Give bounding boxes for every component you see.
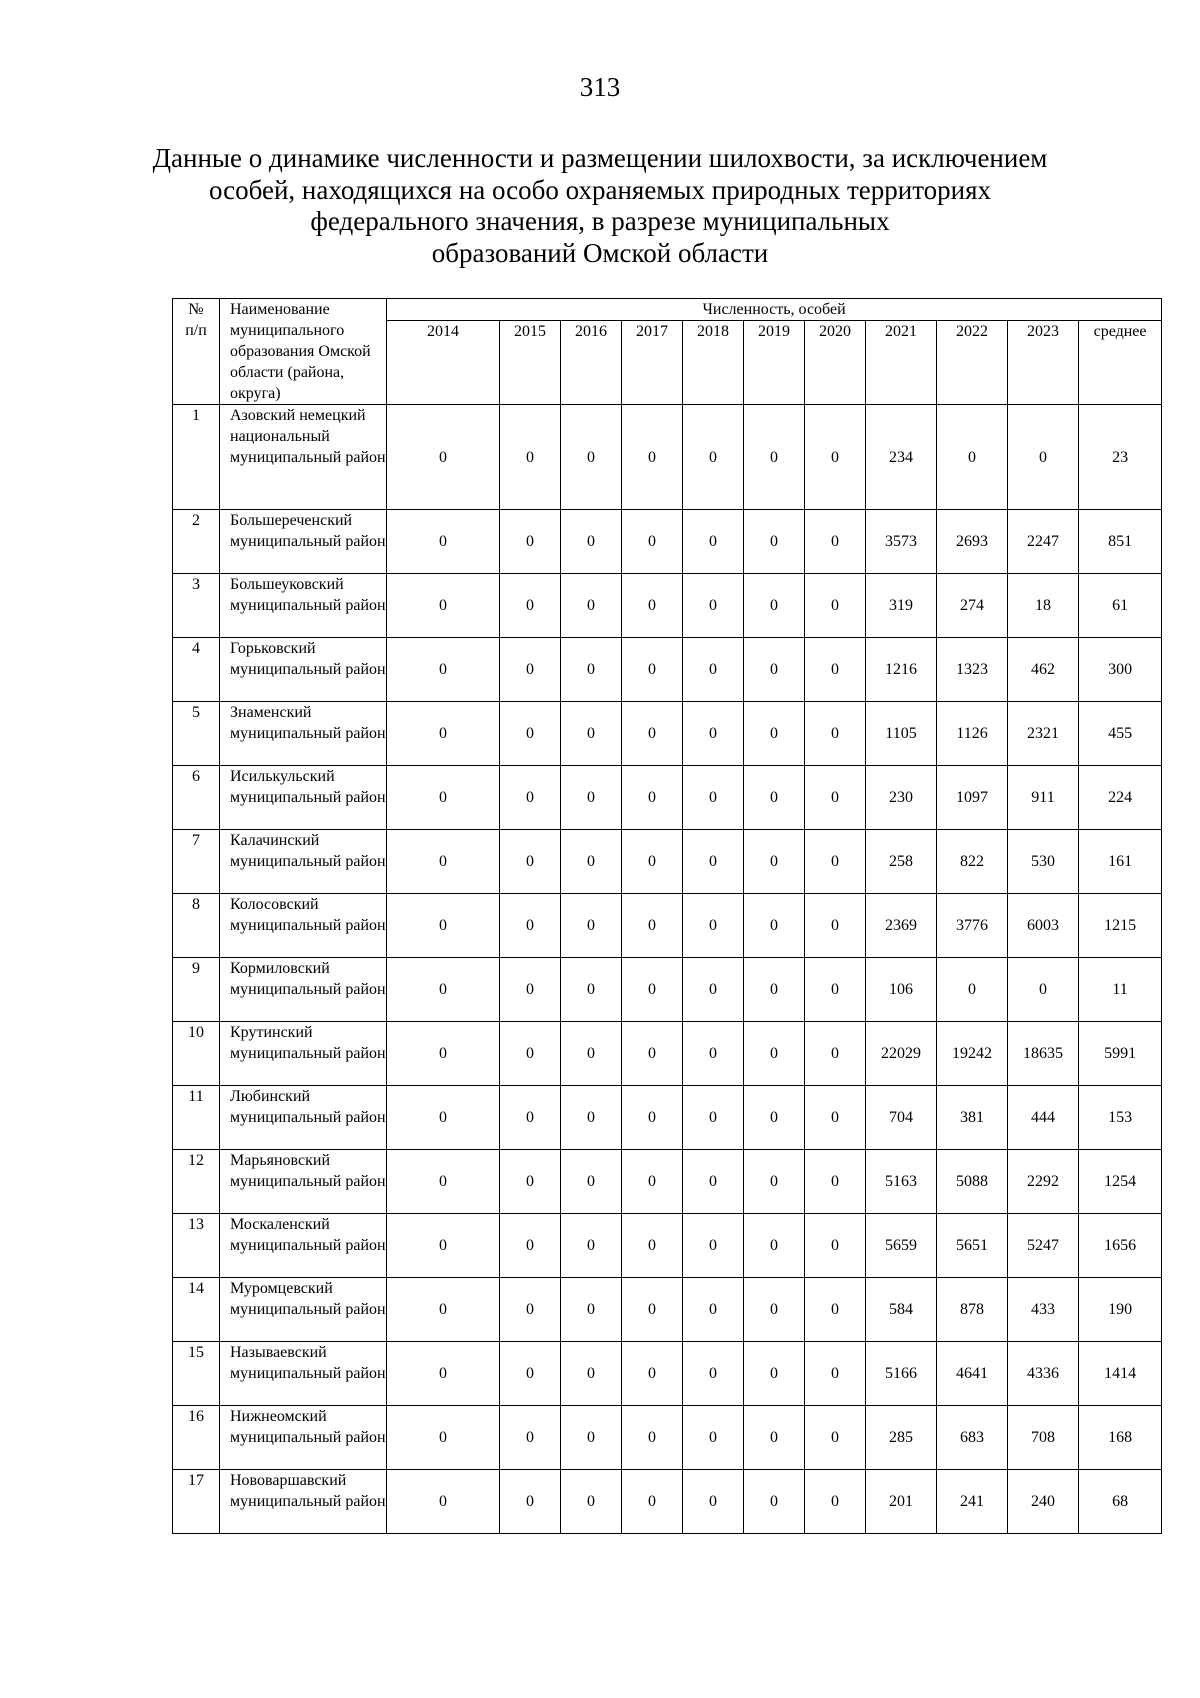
year-value-cell: 0 bbox=[683, 1022, 744, 1086]
municipality-name: Большеуковский муниципальный район bbox=[220, 574, 387, 638]
year-value-cell: 0 bbox=[622, 510, 683, 574]
document-title bbox=[100, 143, 1100, 269]
year-value-cell: 0 bbox=[500, 1470, 561, 1534]
average-cell: 61 bbox=[1079, 574, 1162, 638]
year-value-cell: 0 bbox=[683, 574, 744, 638]
year-value-cell: 0 bbox=[387, 1406, 500, 1470]
year-value-cell: 0 bbox=[805, 405, 866, 510]
table-row bbox=[173, 1214, 1162, 1278]
year-value-cell: 0 bbox=[500, 830, 561, 894]
table-body bbox=[173, 405, 1162, 1534]
year-value-cell: 319 bbox=[866, 574, 937, 638]
year-value-cell: 0 bbox=[622, 405, 683, 510]
year-value-cell: 0 bbox=[683, 1342, 744, 1406]
average-cell: 11 bbox=[1079, 958, 1162, 1022]
title-line: образований Омской области bbox=[431, 237, 769, 268]
row-number: 15 bbox=[173, 1342, 220, 1406]
table-row bbox=[173, 958, 1162, 1022]
population-table bbox=[172, 298, 1162, 1534]
year-value-cell: 444 bbox=[1008, 1086, 1079, 1150]
average-cell: 161 bbox=[1079, 830, 1162, 894]
year-value-cell: 0 bbox=[500, 958, 561, 1022]
year-value-cell: 530 bbox=[1008, 830, 1079, 894]
year-value-cell: 0 bbox=[561, 1470, 622, 1534]
municipality-name: Колосовский муниципальный район bbox=[220, 894, 387, 958]
year-value-cell: 0 bbox=[744, 702, 805, 766]
year-value-cell: 0 bbox=[561, 702, 622, 766]
average-cell: 455 bbox=[1079, 702, 1162, 766]
municipality-name: Муромцевский муниципальный район bbox=[220, 1278, 387, 1342]
year-value-cell: 0 bbox=[744, 1470, 805, 1534]
year-value-cell: 0 bbox=[805, 1278, 866, 1342]
table-row bbox=[173, 1342, 1162, 1406]
table-row bbox=[173, 638, 1162, 702]
year-value-cell: 0 bbox=[561, 1022, 622, 1086]
table-row bbox=[173, 766, 1162, 830]
year-value-cell: 708 bbox=[1008, 1406, 1079, 1470]
header-number-sign: № bbox=[188, 301, 204, 318]
table-row bbox=[173, 1150, 1162, 1214]
year-value-cell: 822 bbox=[937, 830, 1008, 894]
year-value-cell: 0 bbox=[387, 958, 500, 1022]
row-number: 3 bbox=[173, 574, 220, 638]
title-line: Данные о динамике численности и размещении шилохвости, за исключением bbox=[152, 143, 1048, 173]
average-cell: 300 bbox=[1079, 638, 1162, 702]
year-value-cell: 0 bbox=[744, 830, 805, 894]
year-value-cell: 0 bbox=[387, 1022, 500, 1086]
row-number: 16 bbox=[173, 1406, 220, 1470]
year-value-cell: 0 bbox=[500, 638, 561, 702]
year-value-cell: 0 bbox=[683, 638, 744, 702]
header-population-group: Численность, особей bbox=[387, 299, 1162, 321]
year-value-cell: 0 bbox=[937, 405, 1008, 510]
year-value-cell: 0 bbox=[683, 1278, 744, 1342]
title-line: федерального значения, в разрезе муниципальных bbox=[310, 206, 890, 236]
year-value-cell: 0 bbox=[744, 766, 805, 830]
table-row bbox=[173, 510, 1162, 574]
year-value-cell: 0 bbox=[500, 1150, 561, 1214]
year-value-cell: 0 bbox=[683, 958, 744, 1022]
year-value-cell: 0 bbox=[387, 574, 500, 638]
year-value-cell: 0 bbox=[387, 510, 500, 574]
municipality-name: Горьковский муниципальный район bbox=[220, 638, 387, 702]
row-number: 5 bbox=[173, 702, 220, 766]
table-row bbox=[173, 894, 1162, 958]
year-value-cell: 1126 bbox=[937, 702, 1008, 766]
year-value-cell: 18635 bbox=[1008, 1022, 1079, 1086]
year-value-cell: 0 bbox=[622, 830, 683, 894]
year-value-cell: 0 bbox=[387, 1278, 500, 1342]
year-value-cell: 0 bbox=[622, 1406, 683, 1470]
year-value-cell: 0 bbox=[387, 1086, 500, 1150]
year-value-cell: 0 bbox=[805, 766, 866, 830]
average-cell: 1656 bbox=[1079, 1214, 1162, 1278]
year-value-cell: 0 bbox=[561, 574, 622, 638]
year-value-cell: 1323 bbox=[937, 638, 1008, 702]
table-row bbox=[173, 1086, 1162, 1150]
header-year: 2017 bbox=[622, 321, 683, 405]
year-value-cell: 0 bbox=[805, 1022, 866, 1086]
year-value-cell: 3573 bbox=[866, 510, 937, 574]
municipality-name: Кормиловский муниципальный район bbox=[220, 958, 387, 1022]
year-value-cell: 0 bbox=[561, 405, 622, 510]
year-value-cell: 0 bbox=[683, 1214, 744, 1278]
header-year: 2014 bbox=[387, 321, 500, 405]
table-row bbox=[173, 405, 1162, 510]
header-year: 2020 bbox=[805, 321, 866, 405]
year-value-cell: 5163 bbox=[866, 1150, 937, 1214]
municipality-name: Любинский муниципальный район bbox=[220, 1086, 387, 1150]
row-number: 7 bbox=[173, 830, 220, 894]
year-value-cell: 240 bbox=[1008, 1470, 1079, 1534]
year-value-cell: 0 bbox=[622, 574, 683, 638]
year-value-cell: 0 bbox=[500, 1086, 561, 1150]
year-value-cell: 1105 bbox=[866, 702, 937, 766]
year-value-cell: 3776 bbox=[937, 894, 1008, 958]
year-value-cell: 0 bbox=[622, 1278, 683, 1342]
year-value-cell: 0 bbox=[622, 702, 683, 766]
year-value-cell: 4336 bbox=[1008, 1342, 1079, 1406]
year-value-cell: 0 bbox=[805, 1214, 866, 1278]
year-value-cell: 0 bbox=[683, 1086, 744, 1150]
year-value-cell: 0 bbox=[561, 766, 622, 830]
year-value-cell: 0 bbox=[387, 1214, 500, 1278]
year-value-cell: 1216 bbox=[866, 638, 937, 702]
year-value-cell: 274 bbox=[937, 574, 1008, 638]
year-value-cell: 0 bbox=[561, 510, 622, 574]
average-cell: 168 bbox=[1079, 1406, 1162, 1470]
year-value-cell: 2369 bbox=[866, 894, 937, 958]
year-value-cell: 433 bbox=[1008, 1278, 1079, 1342]
year-value-cell: 683 bbox=[937, 1406, 1008, 1470]
year-value-cell: 462 bbox=[1008, 638, 1079, 702]
year-value-cell: 0 bbox=[387, 1470, 500, 1534]
year-value-cell: 0 bbox=[805, 894, 866, 958]
year-value-cell: 0 bbox=[805, 1342, 866, 1406]
row-number: 1 bbox=[173, 405, 220, 510]
year-value-cell: 0 bbox=[500, 702, 561, 766]
year-value-cell: 5088 bbox=[937, 1150, 1008, 1214]
year-value-cell: 19242 bbox=[937, 1022, 1008, 1086]
year-value-cell: 0 bbox=[500, 766, 561, 830]
header-number-abbr: п/п bbox=[185, 322, 207, 339]
year-value-cell: 0 bbox=[500, 1278, 561, 1342]
header-average: среднее bbox=[1079, 321, 1162, 405]
year-value-cell: 0 bbox=[683, 830, 744, 894]
year-value-cell: 0 bbox=[561, 1086, 622, 1150]
year-value-cell: 0 bbox=[805, 830, 866, 894]
year-value-cell: 0 bbox=[387, 638, 500, 702]
municipality-name: Называевский муниципальный район bbox=[220, 1342, 387, 1406]
table-row bbox=[173, 1406, 1162, 1470]
year-value-cell: 0 bbox=[683, 1406, 744, 1470]
municipality-name: Азовский немецкий национальный муниципальный район bbox=[220, 405, 387, 510]
year-value-cell: 0 bbox=[622, 1470, 683, 1534]
year-value-cell: 0 bbox=[744, 510, 805, 574]
average-cell: 68 bbox=[1079, 1470, 1162, 1534]
municipality-name: Крутинский муниципальный район bbox=[220, 1022, 387, 1086]
year-value-cell: 0 bbox=[683, 702, 744, 766]
row-number: 6 bbox=[173, 766, 220, 830]
year-value-cell: 258 bbox=[866, 830, 937, 894]
year-value-cell: 0 bbox=[387, 1342, 500, 1406]
year-value-cell: 0 bbox=[561, 1406, 622, 1470]
year-value-cell: 0 bbox=[744, 894, 805, 958]
table-row bbox=[173, 1278, 1162, 1342]
header-year: 2019 bbox=[744, 321, 805, 405]
year-value-cell: 230 bbox=[866, 766, 937, 830]
row-number: 12 bbox=[173, 1150, 220, 1214]
average-cell: 153 bbox=[1079, 1086, 1162, 1150]
year-value-cell: 0 bbox=[561, 1150, 622, 1214]
row-number: 8 bbox=[173, 894, 220, 958]
row-number: 11 bbox=[173, 1086, 220, 1150]
average-cell: 224 bbox=[1079, 766, 1162, 830]
row-number: 14 bbox=[173, 1278, 220, 1342]
year-value-cell: 0 bbox=[744, 1278, 805, 1342]
year-value-cell: 0 bbox=[805, 638, 866, 702]
municipality-name: Нововаршавский муниципальный район bbox=[220, 1470, 387, 1534]
year-value-cell: 911 bbox=[1008, 766, 1079, 830]
year-value-cell: 584 bbox=[866, 1278, 937, 1342]
year-value-cell: 0 bbox=[622, 958, 683, 1022]
year-value-cell: 0 bbox=[387, 702, 500, 766]
year-value-cell: 0 bbox=[622, 638, 683, 702]
year-value-cell: 0 bbox=[387, 405, 500, 510]
year-value-cell: 0 bbox=[387, 894, 500, 958]
year-value-cell: 704 bbox=[866, 1086, 937, 1150]
year-value-cell: 2693 bbox=[937, 510, 1008, 574]
year-value-cell: 381 bbox=[937, 1086, 1008, 1150]
year-value-cell: 0 bbox=[683, 510, 744, 574]
year-value-cell: 0 bbox=[622, 1086, 683, 1150]
year-value-cell: 0 bbox=[805, 574, 866, 638]
average-cell: 190 bbox=[1079, 1278, 1162, 1342]
year-value-cell: 106 bbox=[866, 958, 937, 1022]
year-value-cell: 0 bbox=[937, 958, 1008, 1022]
average-cell: 1414 bbox=[1079, 1342, 1162, 1406]
table-row bbox=[173, 1470, 1162, 1534]
municipality-name: Исилькульский муниципальный район bbox=[220, 766, 387, 830]
header-year: 2018 bbox=[683, 321, 744, 405]
row-number: 9 bbox=[173, 958, 220, 1022]
year-value-cell: 0 bbox=[500, 510, 561, 574]
year-value-cell: 0 bbox=[561, 638, 622, 702]
row-number: 17 bbox=[173, 1470, 220, 1534]
year-value-cell: 878 bbox=[937, 1278, 1008, 1342]
year-value-cell: 0 bbox=[622, 1342, 683, 1406]
table-row bbox=[173, 574, 1162, 638]
municipality-name: Знаменский муниципальный район bbox=[220, 702, 387, 766]
year-value-cell: 285 bbox=[866, 1406, 937, 1470]
year-value-cell: 0 bbox=[561, 1342, 622, 1406]
header-year: 2021 bbox=[866, 321, 937, 405]
header-municipality-name: Наименование муниципального образования Омской области (района, округа) bbox=[220, 299, 387, 405]
year-value-cell: 18 bbox=[1008, 574, 1079, 638]
year-value-cell: 2247 bbox=[1008, 510, 1079, 574]
year-value-cell: 0 bbox=[622, 1150, 683, 1214]
table-row bbox=[173, 1022, 1162, 1086]
year-value-cell: 234 bbox=[866, 405, 937, 510]
year-value-cell: 0 bbox=[500, 574, 561, 638]
year-value-cell: 0 bbox=[622, 1214, 683, 1278]
municipality-name: Нижнеомский муниципальный район bbox=[220, 1406, 387, 1470]
municipality-name: Москаленский муниципальный район bbox=[220, 1214, 387, 1278]
year-value-cell: 0 bbox=[744, 1022, 805, 1086]
average-cell: 851 bbox=[1079, 510, 1162, 574]
header-row-number bbox=[173, 299, 220, 405]
year-value-cell: 2321 bbox=[1008, 702, 1079, 766]
year-value-cell: 0 bbox=[622, 1022, 683, 1086]
year-value-cell: 0 bbox=[683, 766, 744, 830]
page-number: 313 bbox=[579, 72, 621, 102]
average-cell: 23 bbox=[1079, 405, 1162, 510]
year-value-cell: 0 bbox=[500, 1022, 561, 1086]
row-number: 4 bbox=[173, 638, 220, 702]
row-number: 10 bbox=[173, 1022, 220, 1086]
year-value-cell: 0 bbox=[561, 830, 622, 894]
year-value-cell: 1097 bbox=[937, 766, 1008, 830]
year-value-cell: 0 bbox=[387, 766, 500, 830]
year-value-cell: 0 bbox=[744, 1150, 805, 1214]
year-value-cell: 0 bbox=[805, 702, 866, 766]
year-value-cell: 0 bbox=[622, 766, 683, 830]
year-value-cell: 0 bbox=[500, 1406, 561, 1470]
year-value-cell: 0 bbox=[805, 1150, 866, 1214]
year-value-cell: 2292 bbox=[1008, 1150, 1079, 1214]
year-value-cell: 0 bbox=[805, 510, 866, 574]
average-cell: 5991 bbox=[1079, 1022, 1162, 1086]
year-value-cell: 0 bbox=[561, 1214, 622, 1278]
municipality-name: Марьяновский муниципальный район bbox=[220, 1150, 387, 1214]
year-value-cell: 0 bbox=[744, 574, 805, 638]
year-value-cell: 0 bbox=[683, 894, 744, 958]
year-value-cell: 4641 bbox=[937, 1342, 1008, 1406]
year-value-cell: 0 bbox=[561, 894, 622, 958]
header-year: 2016 bbox=[561, 321, 622, 405]
year-value-cell: 0 bbox=[622, 894, 683, 958]
year-value-cell: 0 bbox=[1008, 958, 1079, 1022]
year-value-cell: 241 bbox=[937, 1470, 1008, 1534]
year-value-cell: 0 bbox=[1008, 405, 1079, 510]
year-value-cell: 0 bbox=[805, 1470, 866, 1534]
year-value-cell: 0 bbox=[744, 1214, 805, 1278]
year-value-cell: 0 bbox=[744, 638, 805, 702]
table-row bbox=[173, 830, 1162, 894]
year-value-cell: 5247 bbox=[1008, 1214, 1079, 1278]
year-value-cell: 0 bbox=[744, 405, 805, 510]
year-value-cell: 0 bbox=[561, 958, 622, 1022]
header-year: 2022 bbox=[937, 321, 1008, 405]
year-value-cell: 0 bbox=[387, 830, 500, 894]
header-year: 2023 bbox=[1008, 321, 1079, 405]
year-value-cell: 0 bbox=[744, 1406, 805, 1470]
year-value-cell: 0 bbox=[744, 958, 805, 1022]
title-line: особей, находящихся на особо охраняемых природных территориях bbox=[208, 174, 992, 205]
year-value-cell: 0 bbox=[500, 894, 561, 958]
year-value-cell: 0 bbox=[683, 405, 744, 510]
year-value-cell: 0 bbox=[683, 1470, 744, 1534]
year-value-cell: 0 bbox=[561, 1278, 622, 1342]
year-value-cell: 5651 bbox=[937, 1214, 1008, 1278]
average-cell: 1254 bbox=[1079, 1150, 1162, 1214]
year-value-cell: 6003 bbox=[1008, 894, 1079, 958]
year-value-cell: 5659 bbox=[866, 1214, 937, 1278]
row-number: 13 bbox=[173, 1214, 220, 1278]
average-cell: 1215 bbox=[1079, 894, 1162, 958]
year-value-cell: 0 bbox=[500, 1342, 561, 1406]
row-number: 2 bbox=[173, 510, 220, 574]
year-value-cell: 0 bbox=[500, 405, 561, 510]
year-value-cell: 0 bbox=[500, 1214, 561, 1278]
year-value-cell: 0 bbox=[387, 1150, 500, 1214]
header-year: 2015 bbox=[500, 321, 561, 405]
year-value-cell: 0 bbox=[805, 958, 866, 1022]
municipality-name: Калачинский муниципальный район bbox=[220, 830, 387, 894]
year-value-cell: 22029 bbox=[866, 1022, 937, 1086]
year-value-cell: 0 bbox=[805, 1086, 866, 1150]
year-value-cell: 201 bbox=[866, 1470, 937, 1534]
year-value-cell: 0 bbox=[805, 1406, 866, 1470]
year-value-cell: 0 bbox=[744, 1086, 805, 1150]
year-value-cell: 0 bbox=[683, 1150, 744, 1214]
table-row bbox=[173, 702, 1162, 766]
year-value-cell: 0 bbox=[744, 1342, 805, 1406]
year-value-cell: 5166 bbox=[866, 1342, 937, 1406]
municipality-name: Большереченский муниципальный район bbox=[220, 510, 387, 574]
